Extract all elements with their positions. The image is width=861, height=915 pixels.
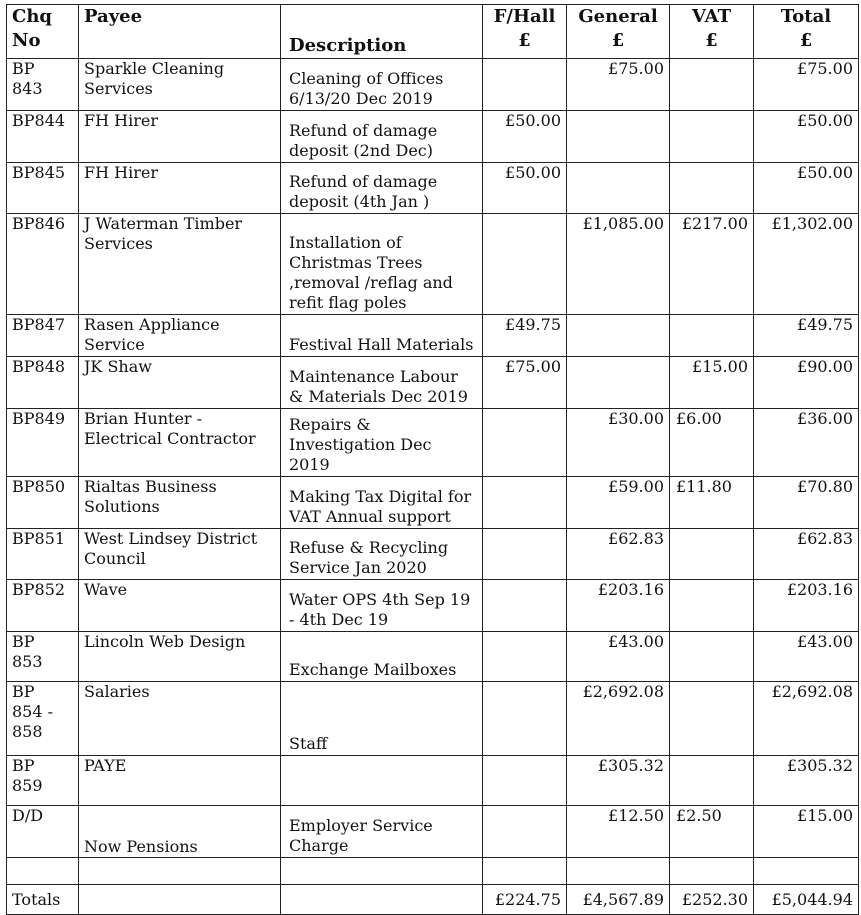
cheque-number: D/D	[7, 806, 79, 858]
total-amount: £70.80	[754, 477, 859, 529]
header-chq-no: Chq No	[7, 5, 79, 59]
cheque-number: BP850	[7, 477, 79, 529]
table-row	[7, 477, 859, 529]
totals-total: £5,044.94	[754, 885, 859, 915]
header-vat: VAT £	[670, 5, 754, 59]
total-amount: £43.00	[754, 632, 859, 682]
payee-cell: J Waterman Timber Services	[79, 214, 281, 315]
blank-row	[7, 858, 859, 885]
cheque-number: BP 859	[7, 756, 79, 806]
cheque-number: BP848	[7, 357, 79, 409]
description-cell: Exchange Mailboxes	[281, 632, 483, 682]
payee-cell: Lincoln Web Design	[79, 632, 281, 682]
cheque-number: BP849	[7, 409, 79, 477]
cheque-number: BP847	[7, 315, 79, 357]
vat-amount	[670, 315, 754, 357]
description-cell: Cleaning of Offices 6/13/20 Dec 2019	[281, 59, 483, 111]
fhall-amount	[483, 529, 567, 580]
header-total: Total £	[754, 5, 859, 59]
fhall-amount	[483, 632, 567, 682]
description-cell: Staff	[281, 682, 483, 756]
total-amount: £50.00	[754, 111, 859, 163]
header-payee: Payee	[79, 5, 281, 59]
cheque-number: BP846	[7, 214, 79, 315]
description-cell: Festival Hall Materials	[281, 315, 483, 357]
totals-general: £4,567.89	[567, 885, 670, 915]
payee-cell: FH Hirer	[79, 163, 281, 214]
payee-cell: JK Shaw	[79, 357, 281, 409]
cheque-number: BP844	[7, 111, 79, 163]
fhall-amount	[483, 477, 567, 529]
payee-cell: Brian Hunter - Electrical Contractor	[79, 409, 281, 477]
total-amount: £2,692.08	[754, 682, 859, 756]
table-row	[7, 632, 859, 682]
payee-cell: Wave	[79, 580, 281, 632]
table-row	[7, 806, 859, 858]
header-description: Description	[281, 5, 483, 59]
cheque-number: BP 854 - 858	[7, 682, 79, 756]
table-row	[7, 580, 859, 632]
payee-cell: Rialtas Business Solutions	[79, 477, 281, 529]
fhall-amount	[483, 214, 567, 315]
description-cell: Water OPS 4th Sep 19 - 4th Dec 19	[281, 580, 483, 632]
cheque-number: BP845	[7, 163, 79, 214]
general-amount: £305.32	[567, 756, 670, 806]
table-row	[7, 111, 859, 163]
vat-amount	[670, 756, 754, 806]
vat-amount	[670, 163, 754, 214]
general-amount: £203.16	[567, 580, 670, 632]
description-cell: Repairs & Investigation Dec 2019	[281, 409, 483, 477]
vat-amount: £11.80	[670, 477, 754, 529]
vat-amount	[670, 529, 754, 580]
general-amount	[567, 111, 670, 163]
description-cell: Making Tax Digital for VAT Annual support	[281, 477, 483, 529]
total-amount: £15.00	[754, 806, 859, 858]
general-amount: £12.50	[567, 806, 670, 858]
fhall-amount: £50.00	[483, 163, 567, 214]
cheque-number: BP852	[7, 580, 79, 632]
totals-row	[7, 885, 859, 915]
general-amount: £2,692.08	[567, 682, 670, 756]
general-amount	[567, 315, 670, 357]
vat-amount	[670, 632, 754, 682]
table-row	[7, 682, 859, 756]
totals-label: Totals	[7, 885, 79, 915]
description-cell: Refuse & Recycling Service Jan 2020	[281, 529, 483, 580]
table-row	[7, 409, 859, 477]
payee-cell: FH Hirer	[79, 111, 281, 163]
cheque-number: BP 843	[7, 59, 79, 111]
total-amount: £50.00	[754, 163, 859, 214]
vat-amount: £6.00	[670, 409, 754, 477]
fhall-amount	[483, 756, 567, 806]
description-cell: Refund of damage deposit (4th Jan )	[281, 163, 483, 214]
description-cell	[281, 756, 483, 806]
vat-amount: £217.00	[670, 214, 754, 315]
payee-cell: Rasen Appliance Service	[79, 315, 281, 357]
general-amount: £1,085.00	[567, 214, 670, 315]
header-general: General £	[567, 5, 670, 59]
table-row	[7, 59, 859, 111]
payee-cell: West Lindsey District Council	[79, 529, 281, 580]
vat-amount: £15.00	[670, 357, 754, 409]
fhall-amount	[483, 806, 567, 858]
table-row	[7, 163, 859, 214]
description-cell: Employer Service Charge	[281, 806, 483, 858]
vat-amount: £2.50	[670, 806, 754, 858]
totals-fhall: £224.75	[483, 885, 567, 915]
description-cell: Installation of Christmas Trees ,removal /reflag and refit flag poles	[281, 214, 483, 315]
payments-table	[6, 4, 859, 915]
table-row	[7, 756, 859, 806]
general-amount: £43.00	[567, 632, 670, 682]
totals-vat: £252.30	[670, 885, 754, 915]
payee-cell: Now Pensions	[79, 806, 281, 858]
vat-amount	[670, 111, 754, 163]
total-amount: £305.32	[754, 756, 859, 806]
general-amount: £62.83	[567, 529, 670, 580]
fhall-amount	[483, 59, 567, 111]
fhall-amount: £50.00	[483, 111, 567, 163]
payee-cell: Sparkle Cleaning Services	[79, 59, 281, 111]
fhall-amount	[483, 409, 567, 477]
vat-amount	[670, 59, 754, 111]
table-row	[7, 357, 859, 409]
fhall-amount	[483, 580, 567, 632]
total-amount: £36.00	[754, 409, 859, 477]
vat-amount	[670, 682, 754, 756]
total-amount: £75.00	[754, 59, 859, 111]
total-amount: £49.75	[754, 315, 859, 357]
total-amount: £1,302.00	[754, 214, 859, 315]
general-amount	[567, 163, 670, 214]
cheque-number: BP 853	[7, 632, 79, 682]
header-row	[7, 5, 859, 59]
description-cell: Refund of damage deposit (2nd Dec)	[281, 111, 483, 163]
payee-cell: PAYE	[79, 756, 281, 806]
table-row	[7, 315, 859, 357]
description-cell: Maintenance Labour & Materials Dec 2019	[281, 357, 483, 409]
fhall-amount: £75.00	[483, 357, 567, 409]
payee-cell: Salaries	[79, 682, 281, 756]
total-amount: £62.83	[754, 529, 859, 580]
general-amount	[567, 357, 670, 409]
header-fhall: F/Hall £	[483, 5, 567, 59]
table-row	[7, 529, 859, 580]
vat-amount	[670, 580, 754, 632]
table-row	[7, 214, 859, 315]
general-amount: £75.00	[567, 59, 670, 111]
fhall-amount: £49.75	[483, 315, 567, 357]
cheque-number: BP851	[7, 529, 79, 580]
fhall-amount	[483, 682, 567, 756]
general-amount: £30.00	[567, 409, 670, 477]
total-amount: £90.00	[754, 357, 859, 409]
general-amount: £59.00	[567, 477, 670, 529]
total-amount: £203.16	[754, 580, 859, 632]
